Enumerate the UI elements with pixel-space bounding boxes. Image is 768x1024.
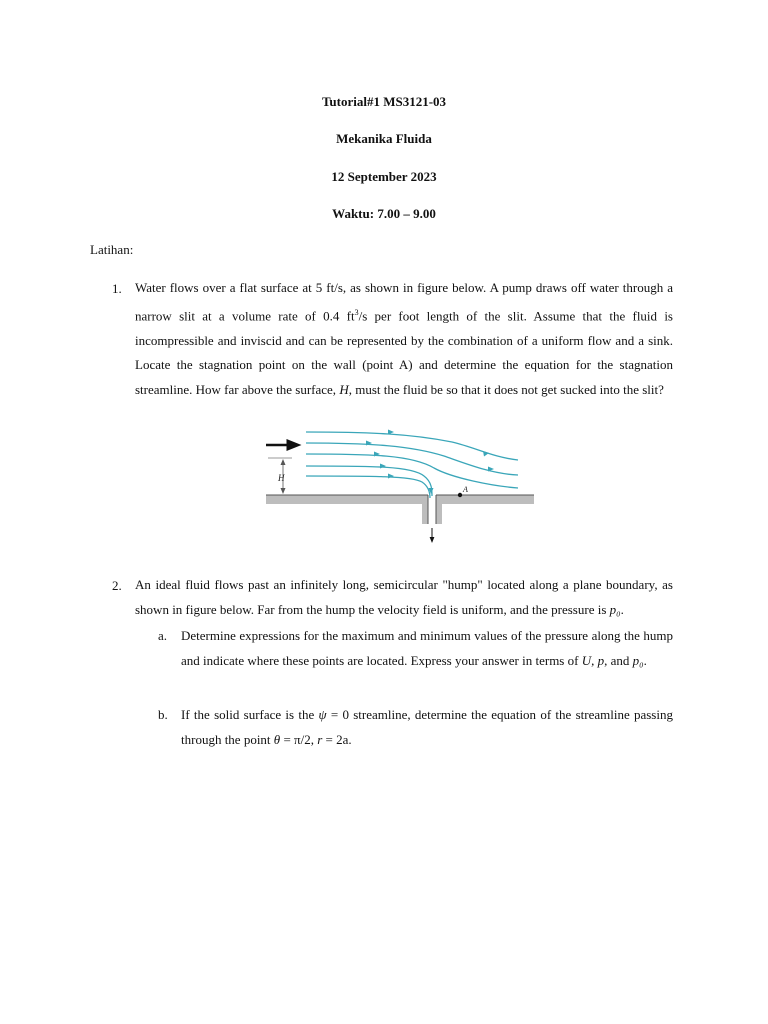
wall-left — [266, 495, 428, 504]
slit-wall-left — [422, 504, 428, 524]
section-label: Latihan: — [90, 242, 134, 257]
subitem-a-letter: a. — [158, 628, 168, 643]
question-2-text: An ideal fluid flows past an infinitely long, semicircular "hump" located along a plane boundary, as shown in figure below. Far from the hump the velocity field is uniform, and the pressure is p₀. — [135, 577, 673, 617]
flow-over-slit-figure — [262, 428, 538, 548]
time-slot: Waktu: 7.00 – 9.00 — [332, 206, 436, 221]
document-date: 12 September 2023 — [331, 169, 437, 184]
stagnation-point — [458, 493, 462, 497]
point-a-label: A — [463, 485, 468, 494]
document-title: Tutorial#1 MS3121-03 — [321, 94, 447, 109]
slit-wall-right — [436, 504, 442, 524]
height-label: H — [278, 473, 285, 483]
question-2-number: 2. — [112, 578, 122, 593]
course-name: Mekanika Fluida — [336, 131, 432, 146]
question-1-number: 1. — [112, 281, 122, 296]
wall-right — [436, 495, 534, 504]
question-1-text: Water flows over a flat surface at 5 ft/s, as shown in figure below. A pump draws off water through a narrow slit at a volume rate of 0.4 $ft^3/s$ per foot length of the slit. Assume that the fluid is incompressible and inviscid and can be represented by the combination of a uniform flow and a sink. Locate the stagnation point on the wall (point A) and determine the equation for the stagnation streamline. How far above the surface, H, must the fluid be so that it does not get sucked into the slit? — [135, 280, 673, 397]
streamlines — [306, 432, 518, 498]
subitem-a-text: Determine expressions for the maximum and minimum values of the pressure along the hump and indicate where these points are located. Express your answer in terms of U, p, and p₀. — [181, 628, 673, 668]
subitem-b-text: If the solid surface is the ψ = 0 streamline, determine the equation of the streamline passing through the point θ = π/2, r = 2a. — [181, 707, 673, 747]
subitem-b-letter: b. — [158, 707, 168, 722]
